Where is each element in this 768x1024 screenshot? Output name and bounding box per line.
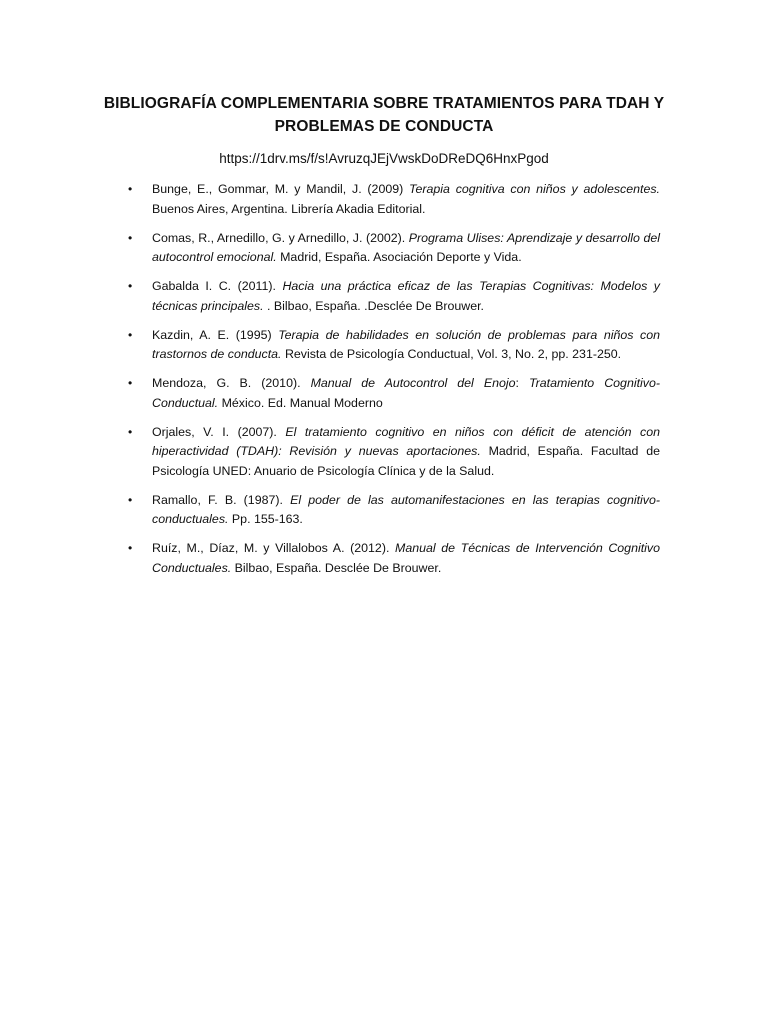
reference-authors: Ramallo, F. B. (1987). bbox=[152, 492, 291, 507]
reference-authors: Orjales, V. I. (2007). bbox=[152, 424, 286, 439]
reference-publisher: Buenos Aires, Argentina. Librería Akadia Editorial. bbox=[152, 201, 426, 216]
reference-title: Hacia una práctica eficaz de las Terapias Cognitivas: Modelos y técnicas principales. bbox=[152, 279, 660, 313]
reference-subtitle: Tratamiento Cognitivo-Conductual. bbox=[152, 376, 660, 410]
reference-item-bunge bbox=[120, 180, 660, 219]
reference-item-mendoza bbox=[120, 374, 660, 413]
reference-item-comas bbox=[120, 229, 660, 268]
reference-publisher: Madrid, España. Asociación Deporte y Vida. bbox=[276, 250, 522, 264]
reference-title: El poder de las automanifestaciones en las terapias cognitivo-conductuales. bbox=[152, 492, 660, 526]
reference-title: Manual de Autocontrol del Enojo bbox=[310, 376, 516, 390]
reference-authors: Gabalda I. C. (2011). bbox=[152, 279, 283, 293]
reference-title: Manual de Técnicas de Intervención Cognitivo Conductuales. bbox=[152, 541, 661, 575]
reference-authors: Mendoza, G. B. (2010). bbox=[152, 376, 311, 390]
document-title bbox=[100, 92, 668, 138]
bullet-icon: • bbox=[128, 182, 133, 196]
bullet-icon: • bbox=[128, 376, 133, 390]
reference-authors: Bunge, E., Gommar, M. y Mandil, J. (2009) bbox=[152, 182, 410, 196]
reference-publisher: Bilbao, España. Desclée De Brouwer. bbox=[231, 560, 442, 575]
reference-authors: Comas, R., Arnedillo, G. y Arnedillo, J. (2002). bbox=[152, 230, 409, 245]
title-line-2: PROBLEMAS DE CONDUCTA bbox=[274, 118, 494, 135]
reference-authors: Ruíz, M., Díaz, M. y Villalobos A. (2012). bbox=[152, 541, 395, 555]
bullet-icon: • bbox=[128, 327, 133, 342]
onedrive-link[interactable]: https://1drv.ms/f/s!AvruzqJEjVwskDoDReDQ6HnxPgod bbox=[219, 151, 549, 166]
reference-item-orjales bbox=[120, 423, 660, 482]
reference-item-ramallo bbox=[120, 491, 660, 530]
bullet-icon: • bbox=[128, 424, 133, 439]
bullet-icon: • bbox=[128, 230, 133, 245]
reference-authors: Kazdin, A. E. (1995) bbox=[152, 327, 279, 342]
reference-list bbox=[120, 180, 660, 588]
reference-item-ruiz bbox=[120, 539, 660, 578]
reference-publisher: Madrid, España. Facultad de Psicología UNED: Anuario de Psicología Clínica y de la Salud. bbox=[152, 444, 660, 478]
reference-title: Programa Ulises: Aprendizaje y desarrollo del autocontrol emocional. bbox=[152, 230, 660, 264]
reference-title: El tratamiento cognitivo en niños con déficit de atención con hiperactividad (TDAH): Revisión y nuevas aportaciones. bbox=[152, 424, 660, 458]
reference-publisher: México. Ed. Manual Moderno bbox=[218, 395, 383, 410]
reference-item-gabalda bbox=[120, 277, 660, 316]
bullet-icon: • bbox=[128, 492, 133, 507]
bullet-icon: • bbox=[128, 279, 133, 293]
reference-publisher: Revista de Psicología Conductual, Vol. 3, No. 2, pp. 231-250. bbox=[281, 347, 622, 361]
reference-publisher: . Bilbao, España. .Desclée De Brouwer. bbox=[263, 298, 484, 313]
reference-title: Terapia de habilidades en solución de problemas para niños con trastornos de conducta. bbox=[152, 327, 660, 361]
reference-publisher: Pp. 155-163. bbox=[228, 512, 303, 526]
title-line-1: BIBLIOGRAFÍA COMPLEMENTARIA SOBRE TRATAMIENTOS PARA TDAH Y bbox=[103, 95, 665, 112]
reference-separator: : bbox=[515, 376, 529, 390]
bullet-icon: • bbox=[128, 541, 133, 555]
reference-item-kazdin bbox=[120, 326, 660, 365]
reference-title: Terapia cognitiva con niños y adolescentes. bbox=[409, 182, 661, 196]
